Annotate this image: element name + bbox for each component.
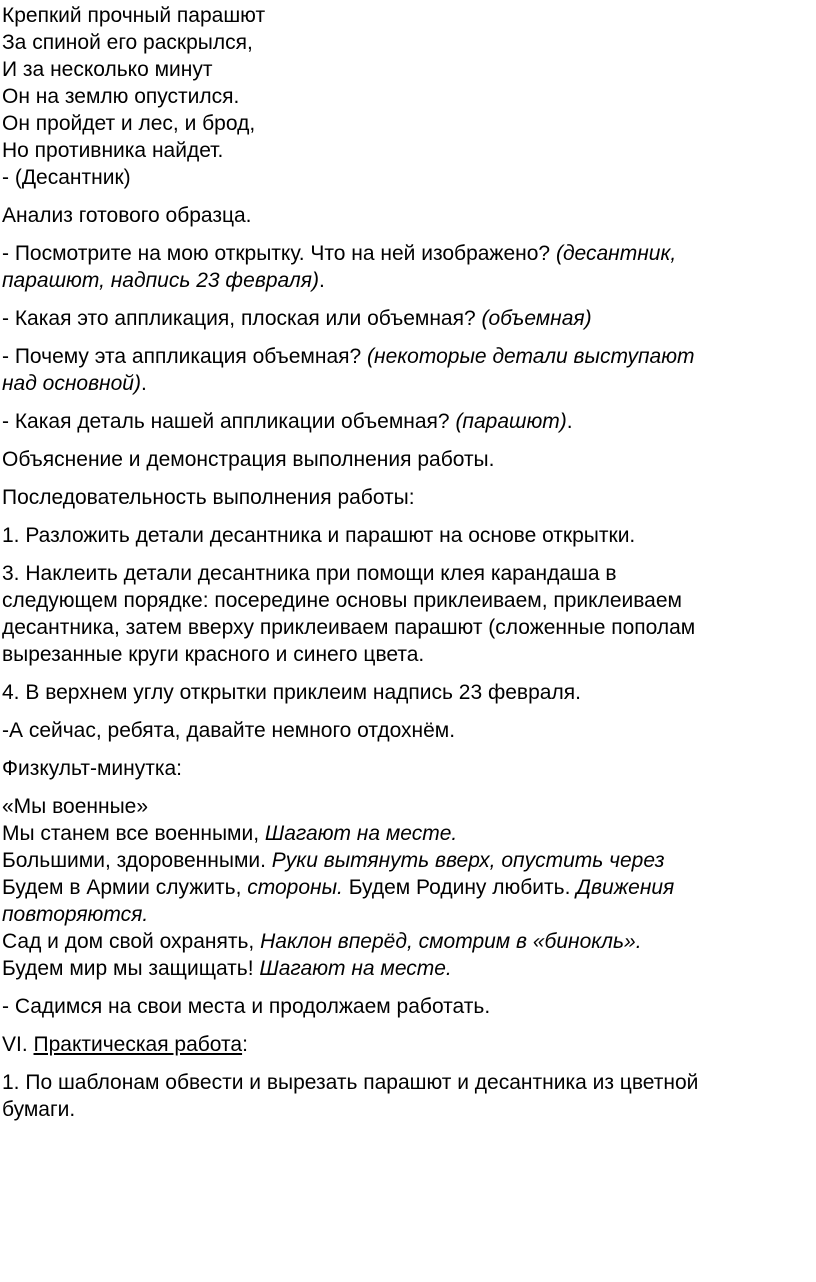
sequence-heading-text: Последовательность выполнения работы:: [2, 486, 415, 509]
answer-text: над основной): [2, 372, 141, 395]
sit-text: - Садимся на свои места и продолжаем работать.: [2, 995, 491, 1018]
question-4: [2, 408, 816, 435]
song-direction: повторяются.: [2, 903, 149, 926]
question-text: - Какая это аппликация, плоская или объемная?: [2, 307, 476, 330]
step-3-text: при помощи клея карандаша в: [315, 562, 617, 585]
question-2: [2, 305, 816, 332]
song-line: Будем Родину любить.: [342, 876, 571, 899]
song-title: «Мы военные»: [2, 795, 149, 818]
song-direction: Руки вытянуть вверх, опустить через: [265, 849, 665, 872]
song-direction: Шагают на месте.: [259, 822, 458, 845]
answer-text: (десантник,: [550, 242, 677, 265]
step-3-text: следующем порядке: посередине основы приклеиваем, приклеиваем: [2, 589, 682, 612]
poem-line: И за несколько минут: [2, 58, 213, 81]
fizminutka-heading: [2, 755, 816, 782]
question-text: - Какая деталь нашей аппликации объемная?: [2, 410, 450, 433]
answer-text: парашют, надпись 23 февраля): [2, 269, 319, 292]
poem-line: За спиной его раскрылся,: [2, 31, 253, 54]
answer-text: (некоторые детали выступают: [361, 345, 695, 368]
punctuation: .: [140, 372, 147, 395]
task-1-text: бумаги.: [2, 1098, 76, 1121]
song-line: Будем мир мы защищать!: [2, 957, 254, 980]
punctuation: .: [566, 410, 573, 433]
song-direction: Движения: [570, 876, 675, 899]
poem-line: Но противника найдет.: [2, 139, 224, 162]
song-direction: Шагают на месте.: [253, 957, 452, 980]
step-3-text: 3. Наклеить детали десантника: [2, 562, 310, 585]
section-title: Практическая работа: [33, 1033, 243, 1056]
task-1: [2, 1069, 816, 1123]
poem-answer: - (Десантник): [2, 166, 131, 189]
song-line: Будем в Армии служить,: [2, 876, 242, 899]
sequence-heading: [2, 484, 816, 511]
explanation: [2, 446, 816, 473]
poem: [2, 2, 816, 191]
question-text: - Посмотрите на мою открытку. Что на ней изображено?: [2, 242, 551, 265]
analysis-heading: [2, 202, 816, 229]
song-direction: стороны.: [241, 876, 343, 899]
punctuation: .: [319, 269, 325, 292]
question-text: - Почему эта аппликация объемная?: [2, 345, 362, 368]
step-1: [2, 522, 816, 549]
answer-text: (парашют): [449, 410, 567, 433]
question-3: [2, 343, 816, 397]
section-colon: :: [242, 1033, 248, 1056]
song-line: Сад и дом свой охранять,: [2, 930, 255, 953]
poem-line: Он пройдет и лес, и брод,: [2, 112, 256, 135]
fizminutka-text: Физкульт-минутка:: [2, 757, 182, 780]
poem-line: Крепкий прочный парашют: [2, 4, 266, 27]
answer-text: (объемная): [475, 307, 592, 330]
step-3-text: вырезанные круги красного и синего цвета.: [2, 643, 425, 666]
rest-line: [2, 717, 816, 744]
step-4-text: 4. В верхнем углу открытки приклеим надпись 23 февраля.: [2, 681, 581, 704]
section-heading: [2, 1031, 816, 1058]
step-1-text: 1. Разложить детали десантника и парашют на основе открытки.: [2, 524, 636, 547]
step-4: [2, 679, 816, 706]
sit-line: [2, 993, 816, 1020]
poem-line: Он на землю опустился.: [2, 85, 240, 108]
explanation-text: Объяснение и демонстрация выполнения работы.: [2, 448, 495, 471]
question-1: [2, 240, 816, 294]
step-3: [2, 560, 816, 668]
task-1-text: 1. По шаблонам обвести и вырезать парашют и десантника из цветной: [2, 1071, 699, 1094]
step-3-text: десантника, затем вверху приклеиваем парашют (сложенные пополам: [2, 616, 696, 639]
song: [2, 793, 816, 982]
section-number: VI.: [2, 1033, 34, 1056]
rest-text: -А сейчас, ребята, давайте немного отдохнём.: [2, 719, 456, 742]
analysis-heading-text: Анализ готового образца.: [2, 204, 252, 227]
song-line: Большими, здоровенными.: [2, 849, 266, 872]
song-direction: Наклон вперёд, смотрим в «бинокль».: [254, 930, 642, 953]
song-line: Мы станем все военными,: [2, 822, 260, 845]
